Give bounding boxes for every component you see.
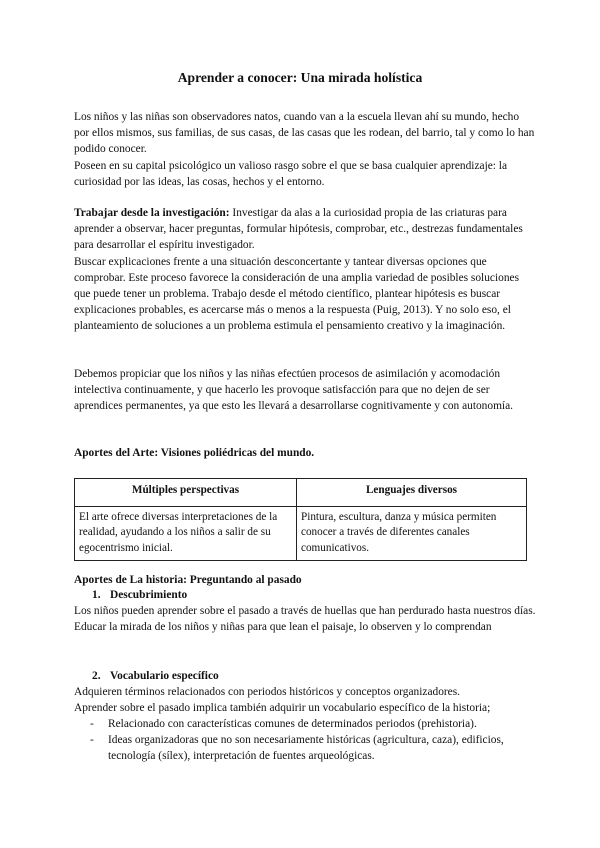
table-row xyxy=(75,507,527,561)
list-item-text: Ideas organizadoras que no son necesariamente históricas (agricultura, caza), edificios, tecnología (sílex), interpretación de fuentes arqueológicas. xyxy=(108,734,504,763)
bullet-marker: - xyxy=(90,718,94,730)
descubrimiento-text: Los niños pueden aprender sobre el pasado a través de huellas que han perdurado hasta nuestros días. Educar la mirada de los niños y niñas para que lean el paisaje, lo observen y lo comprendan xyxy=(74,605,536,634)
historia-heading: Aportes de La historia: Preguntando al pasado xyxy=(74,574,302,586)
arte-table xyxy=(74,478,527,561)
section-number: 2. xyxy=(92,670,101,682)
section-heading-descubrimiento xyxy=(92,587,187,603)
page-title: Aprender a conocer: Una mirada holística xyxy=(177,70,423,85)
investigacion-lead: Trabajar desde la investigación: xyxy=(74,207,230,219)
investigacion-text: Investigar da alas a la curiosidad propia de las criaturas para aprender a observar, hacer preguntas, formular hipótesis, comprobar, etc., destrezas fundamentales para desarrollar el espíritu investigador. xyxy=(74,207,523,252)
arte-heading: Aportes del Arte: Visiones poliédricas del mundo. xyxy=(74,447,315,459)
table-cell: El arte ofrece diversas interpretaciones de la realidad, ayudando a los niños a salir de su egocentrismo inicial. xyxy=(75,507,297,561)
vocabulario-list xyxy=(74,716,544,765)
table-cell: Pintura, escultura, danza y música permiten conocer a través de diferentes canales comunicativos. xyxy=(297,507,527,561)
list-item xyxy=(74,716,544,732)
section-number: 1. xyxy=(92,589,101,601)
section-title: Descubrimiento xyxy=(110,589,188,601)
intro-paragraph-1: Los niños y las niñas son observadores natos, cuando van a la escuela llevan ahí su mundo, hecho por ellos mismos, sus familias, de sus casas, de las casas que les rodean, del barrio, tal y como lo han podido conocer. xyxy=(74,111,535,156)
intro-paragraph-2: Poseen en su capital psicológico un valioso rasgo sobre el que se basa cualquier aprendizaje: la curiosidad por las ideas, las cosas, hechos y el entorno. xyxy=(74,159,508,188)
list-item xyxy=(74,732,528,764)
table-header-cell: Múltiples perspectivas xyxy=(75,479,297,507)
asimilacion-paragraph: Debemos propiciar que los niños y las niñas efectúen procesos de asimilación y acomodación intelectiva continuamente, y que hacerlo les provoque satisfacción para que no dejen de ser aprendices permanentes, ya que esto les llevará a desarrollarse cognitivamente y con autonomía. xyxy=(74,368,513,413)
section-title: Vocabulario específico xyxy=(110,670,219,682)
bullet-marker: - xyxy=(90,734,94,747)
table-header-row xyxy=(75,479,527,507)
list-item-text: Relacionado con características comunes de determinados periodos (prehistoria). xyxy=(108,718,477,730)
investigacion-section xyxy=(74,205,536,335)
investigacion-paragraph-2: Buscar explicaciones frente a una situación desconcertante y tantear diversas opciones que comprobar. Este proceso favorece la consideración de una amplia variedad de posibles soluciones que puede tener un problema. Trabajo desde el método científico, plantear hipótesis es buscar explicaciones probables, es acercarse más o menos a la respuesta (Puig, 2013). Y no solo eso, el planteamiento de soluciones a un problema estimula el pensamiento creativo y la imaginación. xyxy=(74,255,520,333)
investigacion-paragraph-1 xyxy=(74,205,536,254)
table-header-cell: Lenguajes diversos xyxy=(297,479,527,507)
vocabulario-text-1: Adquieren términos relacionados con periodos históricos y conceptos organizadores. xyxy=(74,686,461,698)
vocabulario-text-2: Aprender sobre el pasado implica también adquirir un vocabulario específico de la historia; xyxy=(74,702,491,715)
section-heading-vocabulario xyxy=(92,668,219,684)
intro-section xyxy=(74,109,536,190)
vocabulario-text xyxy=(74,684,554,716)
